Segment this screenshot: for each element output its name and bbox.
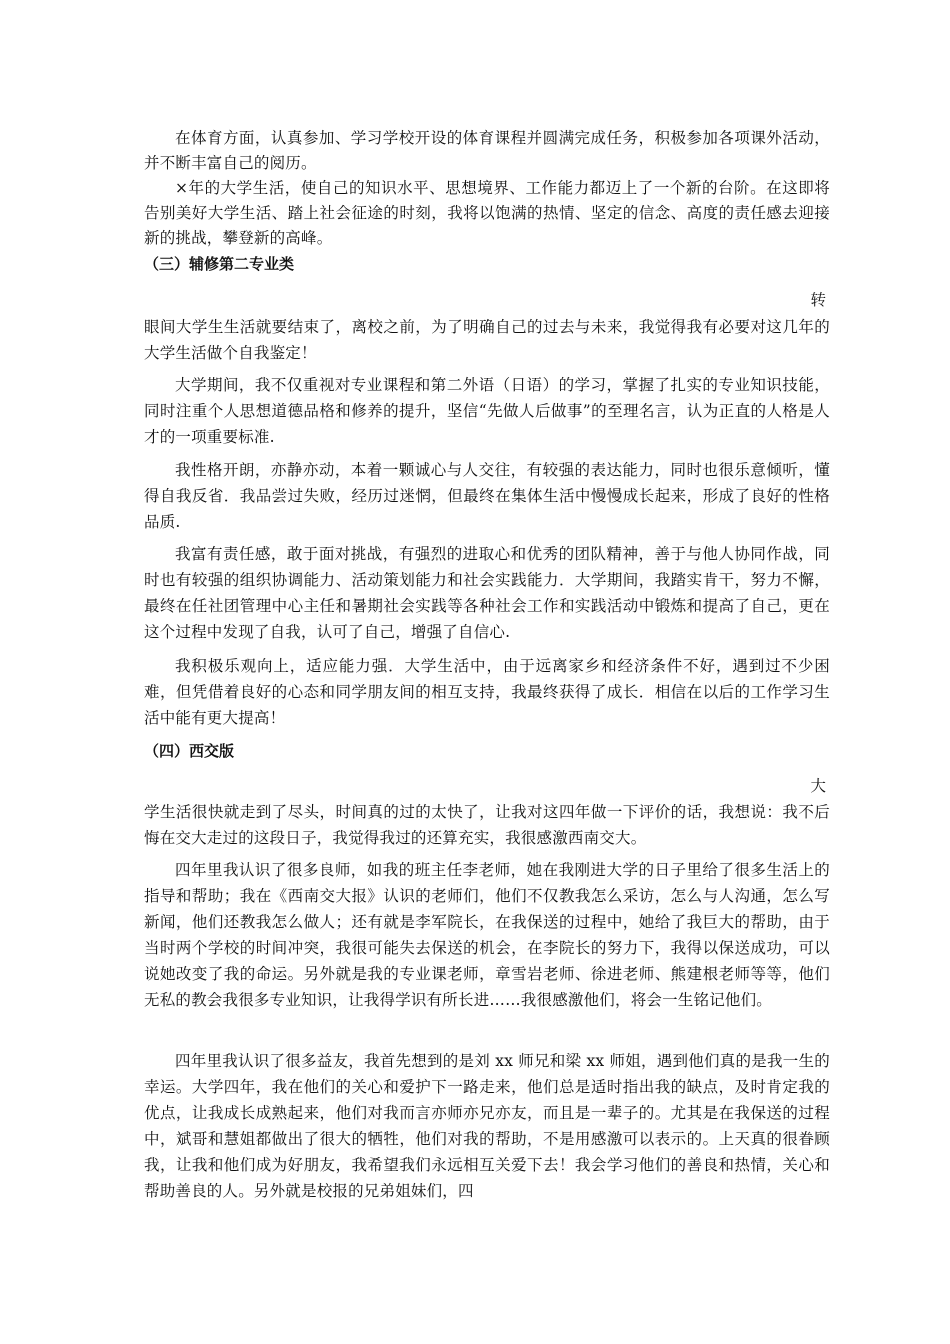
paragraph-text: 四年里我认识了很多益友，我首先想到的是刘 xx 师兄和梁 xx 师姐，遇到他们真的是我一生的幸运。大学四年，我在他们的关心和爱护下一路走来，他们总是适时指出我的缺点，及时肯定我的优点，让我成长成熟起来，他们对我而言亦师亦兄亦友，而且是一辈子的。尤其是在我保送的过程中，斌哥和慧姐都做出了很大的牺牲，他们对我的帮助，不是用感激可以表示的。上天真的很眷顾我，让我和他们成为好朋友，我希望我们永远相互关爱下去！我会学习他们的善良和热情，关心和帮助善良的人。另外就是校报的兄弟姐妹们，四	[144, 1052, 830, 1200]
paragraph-study	[144, 372, 830, 450]
paragraph-optimism	[144, 653, 830, 731]
paragraph-personality	[144, 457, 830, 535]
section-heading-three: （三）辅修第二专业类	[144, 255, 295, 273]
paragraph-summary	[144, 176, 830, 251]
paragraph-teachers	[144, 857, 830, 1013]
paragraph-intro	[144, 314, 830, 366]
paragraph-friends	[144, 1048, 830, 1204]
paragraph-text: 我积极乐观向上，适应能力强．大学生活中，由于远离家乡和经济条件不好，遇到过不少困难，但凭借着良好的心态和同学朋友间的相互支持，我最终获得了成长．相信在以后的工作学习生活中能有更大提高！	[144, 657, 830, 727]
paragraph-responsibility	[144, 541, 830, 645]
section-heading-four: （四）西交版	[144, 742, 235, 760]
paragraph-lead-char: 大	[810, 777, 826, 795]
paragraph-text: 眼间大学生生活就要结束了，离校之前，为了明确自己的过去与未来，我觉得我有必要对这几年的大学生活做个自我鉴定！	[144, 318, 830, 362]
paragraph-text: 四年里我认识了很多良师，如我的班主任李老师，她在我刚进大学的日子里给了很多生活上的指导和帮助；我在《西南交大报》认识的老师们，他们不仅教我怎么采访，怎么与人沟通，怎么写新闻，他们还教我怎么做人；还有就是李军院长，在我保送的过程中，她给了我巨大的帮助，由于当时两个学校的时间冲突，我很可能失去保送的机会，在李院长的努力下，我得以保送成功，可以说她改变了我的命运。另外就是我的专业课老师，章雪岩老师、徐进老师、熊建根老师等等，他们无私的教会我很多专业知识，让我得学识有所长进……我很感激他们，将会一生铭记他们。	[144, 861, 830, 1009]
paragraph-text: 我富有责任感，敢于面对挑战，有强烈的进取心和优秀的团队精神，善于与他人协同作战，同时也有较强的组织协调能力、活动策划能力和社会实践能力．大学期间，我踏实肯干，努力不懈，最终在任社团管理中心主任和暑期社会实践等各种社会工作和实践活动中锻炼和提高了自己，更在这个过程中发现了自我，认可了自己，增强了自信心.	[144, 545, 830, 641]
paragraph-text: 我性格开朗，亦静亦动，本着一颗诚心与人交往，有较强的表达能力，同时也很乐意倾听，懂得自我反省．我品尝过失败，经历过迷惘，但最终在集体生活中慢慢成长起来，形成了良好的性格品质.	[144, 461, 830, 531]
paragraph-text: ×年的大学生活，使自己的知识水平、思想境界、工作能力都迈上了一个新的台阶。在这即将告别美好大学生活、踏上社会征途的时刻，我将以饱满的热情、坚定的信念、高度的责任感去迎接新的挑战，攀登新的高峰。	[144, 179, 830, 247]
paragraph-sports	[144, 126, 830, 176]
paragraph-university-life	[144, 799, 830, 851]
paragraph-lead-char: 转	[810, 291, 826, 309]
paragraph-text: 大学期间，我不仅重视对专业课程和第二外语（日语）的学习，掌握了扎实的专业知识技能，同时注重个人思想道德品格和修养的提升，坚信“先做人后做事”的至理名言，认为正直的人格是人才的一项重要标准.	[144, 376, 830, 446]
paragraph-text: 在体育方面，认真参加、学习学校开设的体育课程并圆满完成任务，积极参加各项课外活动，并不断丰富自己的阅历。	[144, 129, 830, 172]
paragraph-text: 学生活很快就走到了尽头，时间真的过的太快了，让我对这四年做一下评价的话，我想说：我不后悔在交大走过的这段日子，我觉得我过的还算充实，我很感激西南交大。	[144, 803, 830, 847]
